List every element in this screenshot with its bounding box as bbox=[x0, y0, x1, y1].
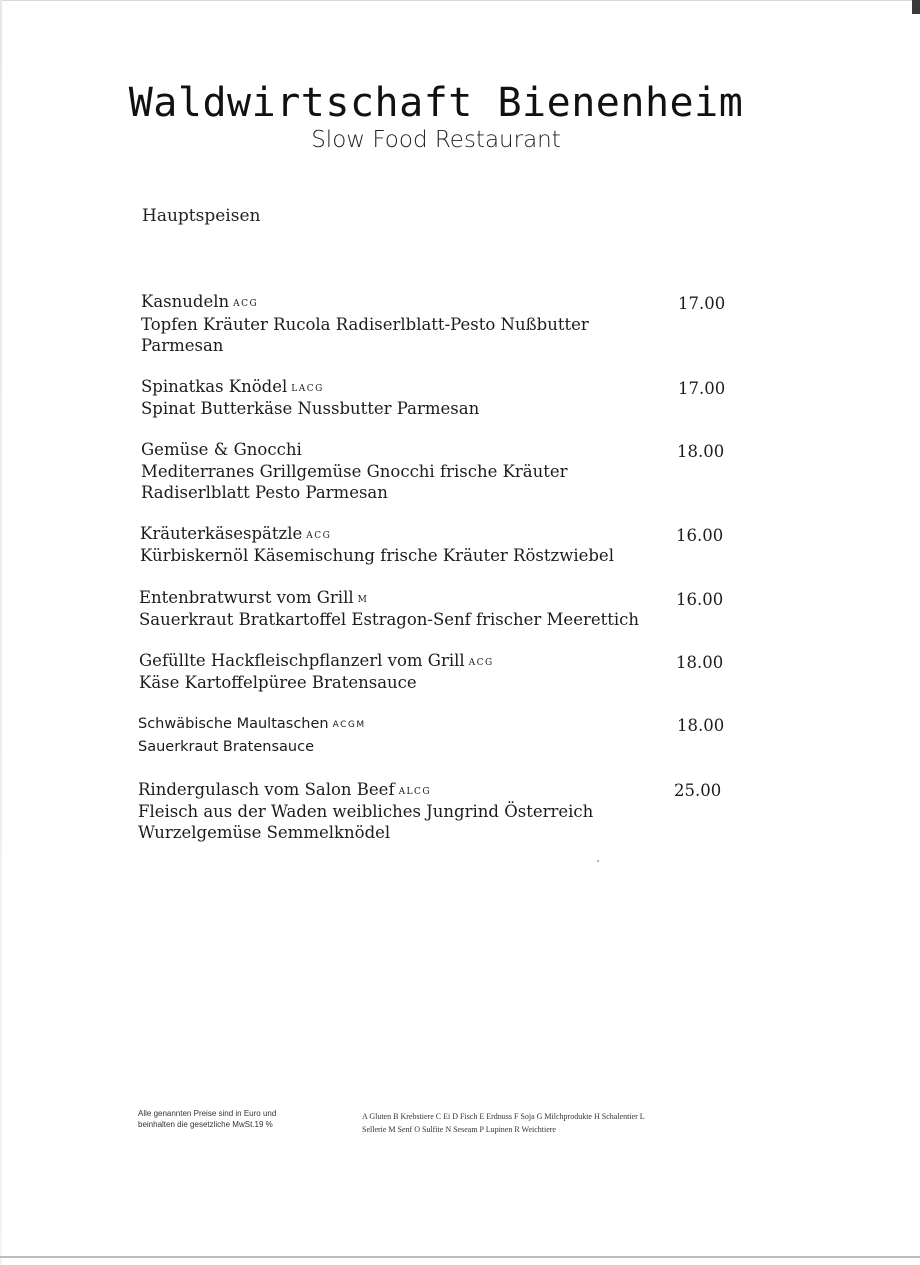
item-name: Spinatkas Knödel bbox=[141, 377, 288, 396]
allergen-codes: ACG bbox=[233, 299, 259, 309]
allergen-legend-line: Sellerie M Senf O Sulfite N Seseam P Lupinen R Weichtiere bbox=[362, 1125, 556, 1134]
item-name: Kasnudeln bbox=[141, 292, 230, 311]
item-description bbox=[139, 672, 417, 693]
description-line: Sauerkraut Bratkartoffel Estragon-Senf frischer Meerettich bbox=[139, 610, 640, 629]
item-price: 16.00 bbox=[676, 590, 724, 609]
item-description bbox=[141, 461, 568, 503]
item-price: 18.00 bbox=[677, 442, 725, 461]
description-line: Käse Kartoffelpüree Bratensauce bbox=[139, 673, 417, 692]
description-line: Mediterranes Grillgemüse Gnocchi frische Kräuter bbox=[141, 462, 568, 481]
item-name: Entenbratwurst vom Grill bbox=[139, 588, 354, 607]
item-name: Rindergulasch vom Salon Beef bbox=[138, 780, 395, 799]
description-line: Topfen Kräuter Rucola Radiserlblatt-Pesto Nußbutter bbox=[141, 315, 589, 334]
allergen-legend-line: A Gluten B Krebstiere C Ei D Fisch E Erdnuss F Soja G Milchprodukte H Schalentier L bbox=[362, 1112, 645, 1121]
item-description bbox=[141, 314, 589, 356]
item-name: Kräuterkäsespätzle bbox=[140, 524, 303, 543]
description-line: Wurzelgemüse Semmelknödel bbox=[138, 823, 391, 842]
item-price: 16.00 bbox=[676, 526, 724, 545]
description-line: Fleisch aus der Waden weibliches Jungrind Österreich bbox=[138, 802, 594, 821]
item-price: 17.00 bbox=[678, 294, 726, 313]
item-price: 18.00 bbox=[677, 716, 725, 735]
description-line: Kürbiskernöl Käsemischung frische Kräuter Röstzwiebel bbox=[140, 546, 614, 565]
description-line: Parmesan bbox=[141, 336, 224, 355]
vat-notice bbox=[138, 1108, 276, 1130]
item-name: Schwäbische Maultaschen bbox=[138, 716, 329, 732]
restaurant-name: Waldwirtschaft Bienenheim bbox=[128, 80, 744, 126]
vat-notice-line: beinhalten die gesetzliche MwSt.19 % bbox=[138, 1120, 273, 1129]
vat-notice-line: Alle genannten Preise sind in Euro und bbox=[138, 1109, 277, 1118]
item-description bbox=[140, 545, 614, 566]
page-edge-top bbox=[0, 0, 920, 1]
page-edge-bottom bbox=[0, 1256, 920, 1258]
item-description bbox=[138, 737, 314, 758]
section-heading: Hauptspeisen bbox=[142, 206, 261, 226]
allergen-codes: ACGM bbox=[332, 720, 366, 730]
item-description bbox=[138, 801, 593, 843]
page-edge-left bbox=[0, 0, 2, 1265]
allergen-codes: M bbox=[357, 595, 369, 605]
item-price: 25.00 bbox=[674, 781, 722, 800]
allergen-legend bbox=[362, 1110, 645, 1136]
description-line: Radiserlblatt Pesto Parmesan bbox=[141, 483, 388, 502]
item-price: 18.00 bbox=[676, 653, 724, 672]
description-line: Sauerkraut Bratensauce bbox=[138, 739, 315, 755]
description-line: Spinat Butterkäse Nussbutter Parmesan bbox=[141, 399, 480, 418]
allergen-codes: ACG bbox=[306, 531, 332, 541]
item-description bbox=[141, 398, 479, 419]
allergen-codes: ALCG bbox=[398, 787, 432, 797]
item-name: Gefüllte Hackfleischpflanzerl vom Grill bbox=[139, 651, 465, 670]
allergen-codes: ACG bbox=[468, 658, 494, 668]
item-price: 17.00 bbox=[678, 379, 726, 398]
scan-speck bbox=[597, 860, 599, 862]
allergen-codes: LACG bbox=[291, 384, 324, 394]
restaurant-subtitle: Slow Food Restaurant bbox=[311, 127, 561, 153]
item-name: Gemüse & Gnocchi bbox=[141, 440, 302, 459]
item-description bbox=[139, 609, 639, 630]
scan-corner-mark bbox=[912, 0, 920, 14]
